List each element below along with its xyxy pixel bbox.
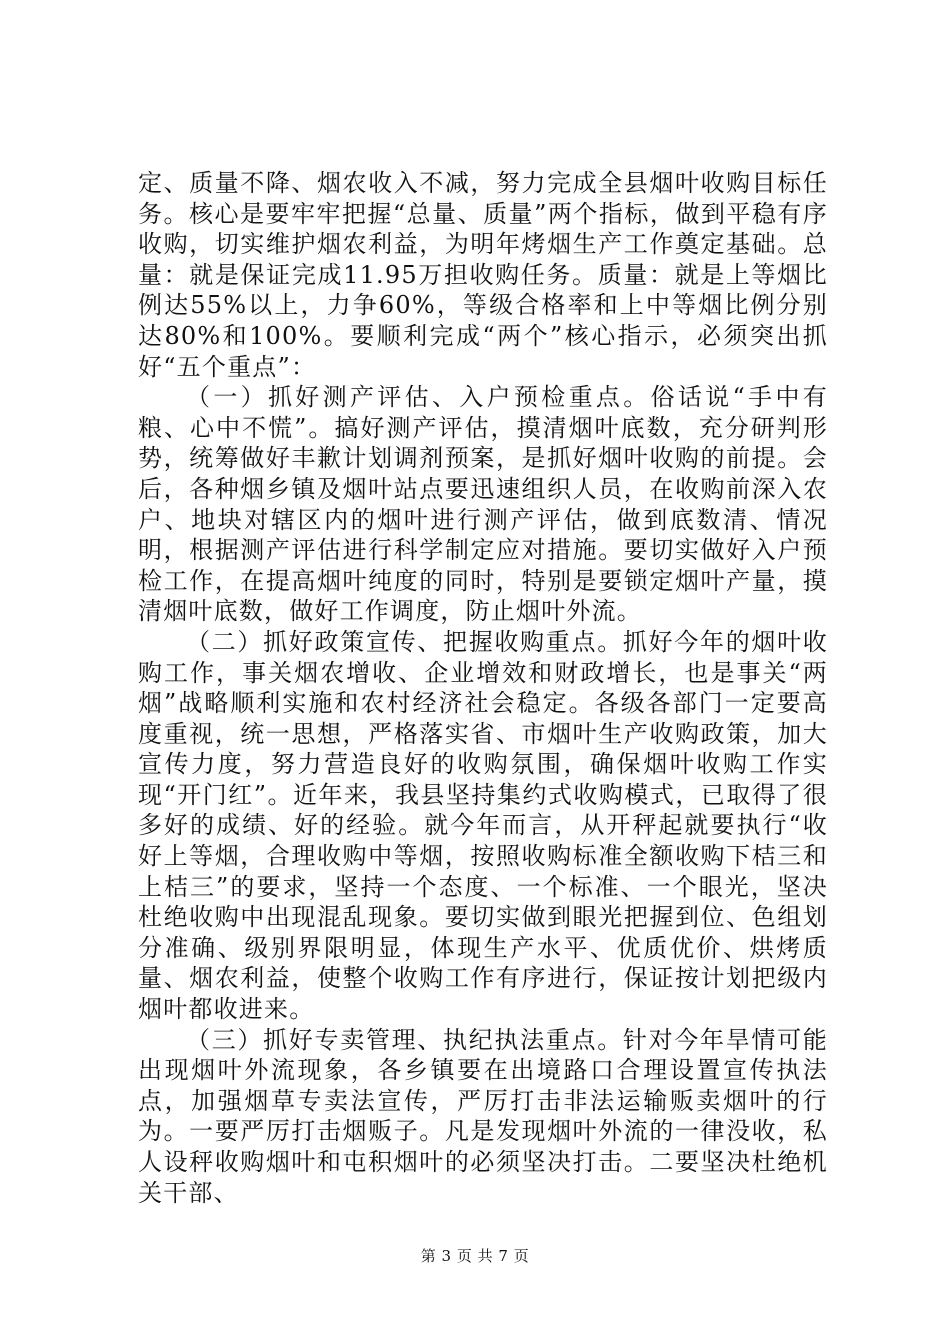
document-body	[138, 168, 828, 1208]
paragraph-point-two: （二）抓好政策宣传、把握收购重点。抓好今年的烟叶收购工作，事关烟农增收、企业增效和财政增长，也是事关“两烟”战略顺利实施和农村经济社会稳定。各级各部门一定要高度重视，统一思想，严格落实省、市烟叶生产收购政策，加大宣传力度，努力营造良好的收购氛围，确保烟叶收购工作实现“开门红”。近年来，我县坚持集约式收购模式，已取得了很多好的成绩、好的经验。就今年而言，从开秤起就要执行“收好上等烟，合理收购中等烟，按照收购标准全额收购下桔三和上桔三”的要求，坚持一个态度、一个标准、一个眼光，坚决杜绝收购中出现混乱现象。要切实做到眼光把握到位、色组划分准确、级别界限明显，体现生产水平、优质优价、烘烤质量、烟农利益，使整个收购工作有序进行，保证按计划把级内烟叶都收进来。	[138, 627, 828, 1024]
paragraph-point-three: （三）抓好专卖管理、执纪执法重点。针对今年旱情可能出现烟叶外流现象，各乡镇要在出境路口合理设置宣传执法点，加强烟草专卖法宣传，严厉打击非法运输贩卖烟叶的行为。一要严厉打击烟贩子。凡是发现烟叶外流的一律没收，私人设秤收购烟叶和屯积烟叶的必须坚决打击。二要坚决杜绝机关干部、	[138, 1025, 828, 1207]
paragraph-point-one: （一）抓好测产评估、入户预检重点。俗话说“手中有粮、心中不慌”。搞好测产评估，摸清烟叶底数，充分研判形势，统筹做好丰歉计划调剂预案，是抓好烟叶收购的前提。会后，各种烟乡镇及烟叶站点要迅速组织人员，在收购前深入农户、地块对辖区内的烟叶进行测产评估，做到底数清、情况明，根据测产评估进行科学制定应对措施。要切实做好入户预检工作，在提高烟叶纯度的同时，特别是要锁定烟叶产量，摸清烟叶底数，做好工作调度，防止烟叶外流。	[138, 383, 828, 626]
paragraph-intro: 定、质量不降、烟农收入不减，努力完成全县烟叶收购目标任务。核心是要牢牢把握“总量、质量”两个指标，做到平稳有序收购，切实维护烟农利益，为明年烤烟生产工作奠定基础。总量：就是保证完成11.95万担收购任务。质量：就是上等烟比例达55%以上，力争60%，等级合格率和上中等烟比例分别达80%和100%。要顺利完成“两个”核心指示，必须突出抓好“五个重点”：	[138, 169, 828, 381]
page-number-footer: 第 3 页 共 7 页	[420, 1247, 530, 1265]
